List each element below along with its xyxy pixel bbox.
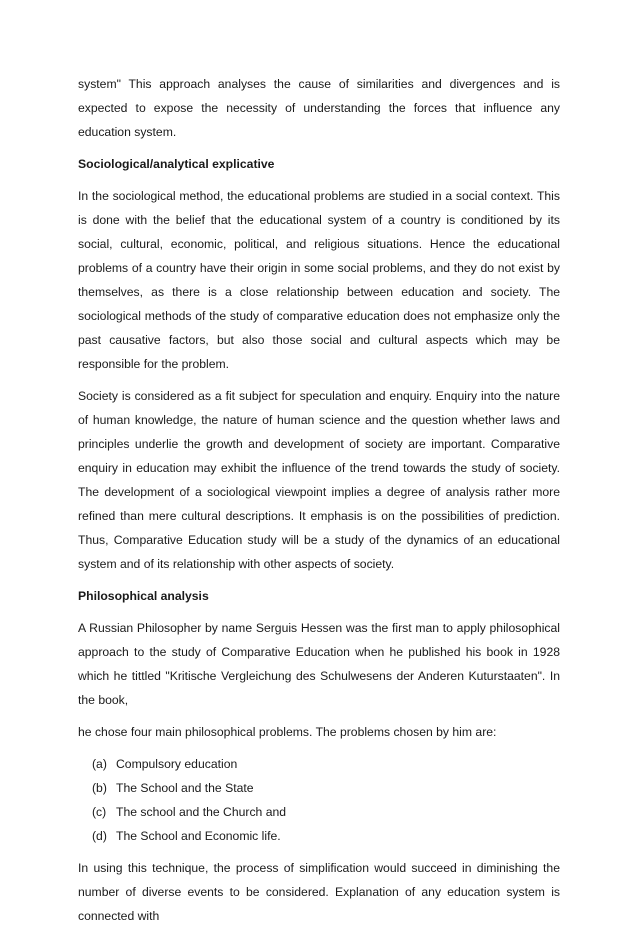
list-marker: (a) bbox=[92, 757, 107, 771]
problems-list bbox=[78, 752, 560, 848]
intro-paragraph: system" This approach analyses the cause of similarities and divergences and is expected to expose the necessity of understanding the forces that influence any education system. bbox=[78, 77, 560, 139]
philosophical-heading: Philosophical analysis bbox=[78, 589, 209, 603]
list-item-text: The school and the Church and bbox=[116, 805, 287, 819]
philosophical-paragraph-1: A Russian Philosopher by name Serguis Hessen was the first man to apply philosophical approach to the study of Comparative Education when he published his book in 1928 which he tittled "Kritische Vergleichung des Schulwesens der Anderen Kuturstaaten". In the book, bbox=[78, 621, 560, 707]
list-item bbox=[78, 776, 560, 800]
sociological-paragraph-1: In the sociological method, the educational problems are studied in a social context. This is done with the belief that the educational system of a country is conditioned by its social, cultural, economic, political, and religious situations. Hence the educational problems of a country have their origin in some social problems, and they do not exist by themselves, as there is a close relationship between education and society. The sociological methods of the study of comparative education does not emphasize only the past causative factors, but also those social and cultural aspects which may be responsible for the problem. bbox=[78, 189, 560, 371]
list-item-text: The School and Economic life. bbox=[116, 829, 281, 843]
sociological-paragraph-2: Society is considered as a fit subject for speculation and enquiry. Enquiry into the nature of human knowledge, the nature of human science and the question whether laws and principles underlie the growth and development of society are important. Comparative enquiry in education may exhibit the influence of the trend towards the study of society. The development of a sociological viewpoint implies a degree of analysis rather more refined than mere cultural descriptions. It emphasis is on the possibilities of prediction. Thus, Comparative Education study will be a study of the dynamics of an educational system and of its relationship with other aspects of society. bbox=[78, 389, 560, 571]
sociological-heading: Sociological/analytical explicative bbox=[78, 157, 275, 171]
list-item bbox=[78, 824, 560, 848]
list-item-text: The School and the State bbox=[116, 781, 254, 795]
list-item-text: Compulsory education bbox=[116, 757, 238, 771]
list-item bbox=[78, 752, 560, 776]
list-marker: (b) bbox=[92, 781, 107, 795]
list-marker: (d) bbox=[92, 829, 107, 843]
document-page bbox=[78, 72, 560, 936]
list-item bbox=[78, 800, 560, 824]
philosophical-paragraph-2: he chose four main philosophical problems. The problems chosen by him are: bbox=[78, 725, 497, 739]
list-marker: (c) bbox=[92, 805, 107, 819]
closing-paragraph: In using this technique, the process of simplification would succeed in diminishing the number of diverse events to be considered. Explanation of any education system is connected with bbox=[78, 861, 560, 923]
